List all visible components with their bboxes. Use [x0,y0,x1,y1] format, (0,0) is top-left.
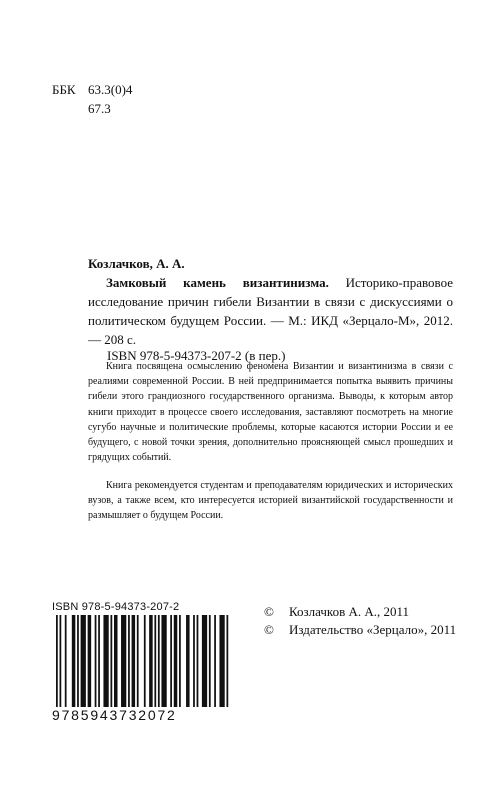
copyright-symbol: © [264,622,274,637]
barcode-digits: 9785943732072 [52,707,177,723]
isbn-line: ISBN 978-5-94373-207-2 (в пер.) [107,348,286,363]
author-heading: Козлачков, А. А. [88,256,185,271]
copyright-publisher [264,622,456,638]
copyright-text: Издательство «Зерцало», 2011 [289,622,457,637]
bbk-code-primary: 63.3(0)4 [88,82,133,97]
barcode-image [56,615,230,707]
annotation-paragraph-2: Книга рекомендуется студентам и преподавателям юридических и исторических вузов, а также всем, кто интересуется историей византийской государственности и размышляет о будущем России. [88,480,453,522]
copyright-author [264,604,409,620]
bbk-code-secondary: 67.3 [88,101,111,116]
copyright-symbol: © [264,604,274,619]
bibliographic-description [88,273,453,349]
annotation-paragraph-1: Книга посвящена осмыслению феномена Византии и византинизма в связи с реалиями современной России. В ней предпринимается попытка выявить причины гибели этого грандиозного государственного организма. Выводы, к которым автор книги приходит в процессе своего исследования, заставляют посмотреть на многие сугубо научные и политические проблемы, которые касаются истории России и ее будущего, с новой точки зрения, дополнительно проясняющей смысл прошедших и грядущих событий. [88,361,453,464]
book-title: Замковый камень византинизма. [106,275,329,290]
copyright-text: Козлачков А. А., 2011 [289,604,410,619]
bibliographic-details: Историко-правовое исследование причин гибели Византии в связи с дискуссиями о политическом будущем России. — М.: ИКД «Зерцало-М», 2012. — 208 с. [88,275,454,347]
barcode-isbn: ISBN 978-5-94373-207-2 [52,601,180,613]
bbk-label: ББК [52,82,76,97]
